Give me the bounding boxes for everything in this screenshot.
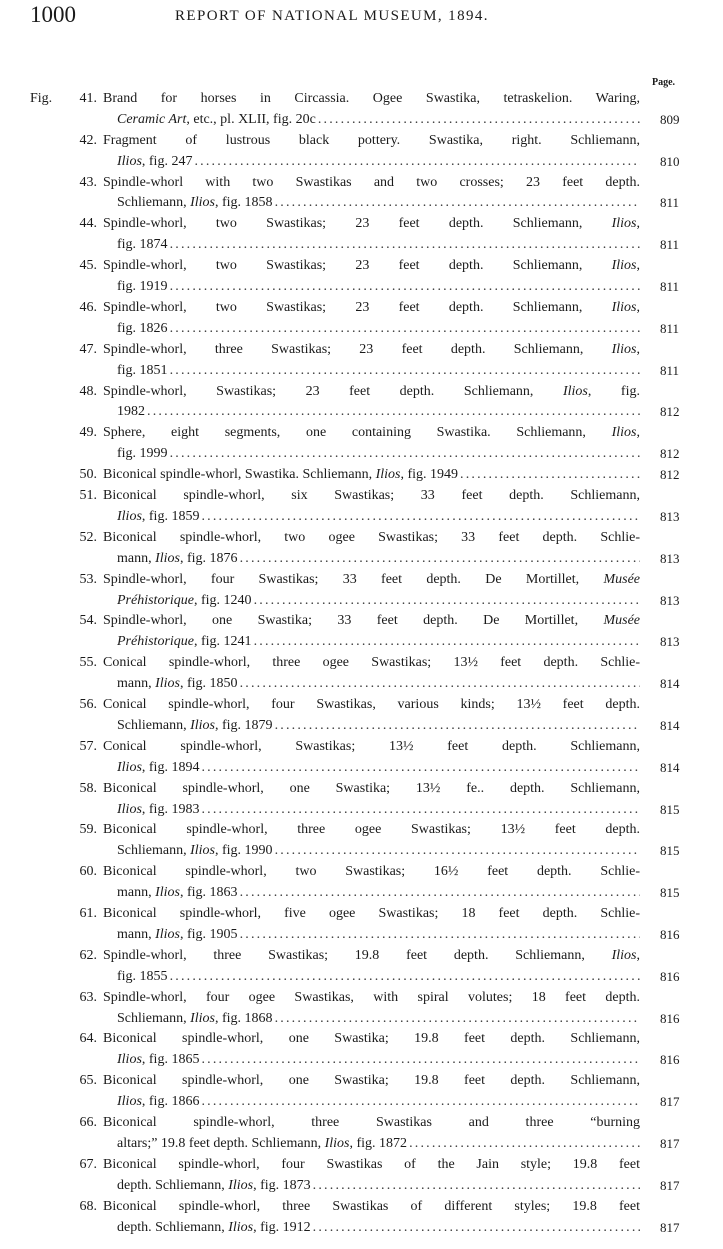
entry-description-line2: fig. 1919 ..... bbox=[117, 277, 640, 298]
dot-leader bbox=[168, 967, 640, 988]
entry-description-line2: Ilios, fig. 1983 ..... bbox=[117, 800, 640, 821]
running-head: REPORT OF NATIONAL MUSEUM, 1894. bbox=[175, 8, 489, 24]
page-reference: 810 bbox=[660, 153, 680, 169]
entry-description-line1: Conical spindle-whorl, Swastikas; 13½ feet depth. Schliemann, bbox=[103, 738, 640, 754]
figure-number: 54. bbox=[79, 613, 97, 629]
figure-entry bbox=[0, 737, 723, 779]
figure-entry bbox=[0, 820, 723, 862]
figure-number: 63. bbox=[79, 989, 97, 1005]
entry-description-line2: fig. 1999 ..... bbox=[117, 444, 640, 465]
entry-description-line1: Biconical spindle-whorl, five ogee Swastikas; 18 feet depth. Schlie- bbox=[103, 906, 640, 922]
figure-number: 66. bbox=[79, 1115, 97, 1131]
dot-leader bbox=[238, 549, 640, 570]
entry-description-line2: Schliemann, Ilios, fig. 1858 ..... bbox=[117, 193, 640, 214]
page-column-heading: Page. bbox=[652, 77, 676, 88]
figure-number: 68. bbox=[79, 1198, 97, 1214]
page-reference: 816 bbox=[660, 926, 680, 942]
entry-description-line1: Biconical spindle-whorl, three Swastikas and three “burning bbox=[103, 1115, 640, 1131]
figure-number: 41. bbox=[79, 91, 97, 106]
page-reference: 809 bbox=[660, 111, 680, 127]
dot-leader bbox=[168, 444, 640, 465]
entry-description-line1: Spindle-whorl, four Swastikas; 33 feet depth. De Mortillet, Musée bbox=[103, 571, 640, 587]
page-reference: 817 bbox=[660, 1135, 680, 1151]
page-reference: 811 bbox=[660, 195, 680, 211]
figure-number: 43. bbox=[79, 174, 97, 190]
page-reference: 811 bbox=[660, 279, 680, 295]
figure-number: 67. bbox=[79, 1156, 97, 1172]
entry-description-line1: Biconical spindle-whorl, one Swastika; 19.8 feet depth. Schliemann, bbox=[103, 1073, 640, 1089]
entry-description-line1: Biconical spindle-whorl, one Swastika; 13½ fe.. depth. Schliemann, bbox=[103, 780, 640, 796]
page-reference: 817 bbox=[660, 1177, 680, 1193]
entry-description-line1: Brand for horses in Circassia. Ogee Swastika, tetraskelion. Waring, bbox=[103, 91, 640, 106]
dot-leader bbox=[168, 277, 640, 298]
dot-leader bbox=[145, 402, 640, 423]
dot-leader bbox=[238, 674, 640, 695]
figure-number: 62. bbox=[79, 947, 97, 963]
entry-description-line2: fig. 1826 ..... bbox=[117, 319, 640, 340]
figure-number: 59. bbox=[79, 822, 97, 838]
page-reference: 817 bbox=[660, 1094, 680, 1110]
dot-leader bbox=[311, 1218, 640, 1239]
dot-leader bbox=[199, 507, 640, 528]
dot-leader bbox=[273, 841, 640, 862]
dot-leader bbox=[252, 591, 640, 612]
figure-number: 53. bbox=[79, 571, 97, 587]
entry-description-line1: Spindle-whorl, two Swastikas; 23 feet depth. Schliemann, Ilios, bbox=[103, 299, 640, 315]
figure-number: 51. bbox=[79, 488, 97, 504]
entry-description-line1: Biconical spindle-whorl, two ogee Swastikas; 33 feet depth. Schlie- bbox=[103, 529, 640, 545]
figure-entry bbox=[0, 779, 723, 821]
dot-leader bbox=[199, 1092, 640, 1113]
page-reference: 814 bbox=[660, 717, 680, 733]
dot-leader bbox=[168, 319, 640, 340]
figure-entry bbox=[0, 1155, 723, 1197]
page-reference: 813 bbox=[660, 634, 680, 650]
page-reference: 816 bbox=[660, 1010, 680, 1026]
figure-number: 65. bbox=[79, 1073, 97, 1089]
page-reference: 812 bbox=[660, 446, 680, 462]
dot-leader bbox=[199, 1050, 640, 1071]
figure-entry bbox=[0, 1071, 723, 1113]
entry-description-line1: Spindle-whorl, two Swastikas; 23 feet depth. Schliemann, Ilios, bbox=[103, 216, 640, 232]
entry-description-line1: Spindle-whorl, three Swastikas; 23 feet depth. Schliemann, Ilios, bbox=[103, 341, 640, 357]
page-reference: 814 bbox=[660, 759, 680, 775]
dot-leader bbox=[311, 1176, 640, 1197]
figure-entry bbox=[0, 465, 723, 486]
entry-description-line1: Biconical spindle-whorl, Swastika. Schliemann, Ilios, fig. 1949 ..... bbox=[103, 465, 640, 486]
figure-entry bbox=[0, 570, 723, 612]
figure-entry bbox=[0, 173, 723, 215]
entry-description-line1: Biconical spindle-whorl, four Swastikas of the Jain style; 19.8 feet bbox=[103, 1156, 640, 1172]
figure-entry bbox=[0, 1113, 723, 1155]
figure-entry bbox=[0, 988, 723, 1030]
entry-description-line2: altars;” 19.8 feet depth. Schliemann, Ilios, fig. 1872 ..... bbox=[117, 1134, 640, 1155]
figure-number: 44. bbox=[79, 216, 97, 232]
figure-entry bbox=[0, 486, 723, 528]
entry-description-line2: fig. 1851 ..... bbox=[117, 361, 640, 382]
figure-entry bbox=[0, 946, 723, 988]
dot-leader bbox=[168, 361, 640, 382]
entry-description-line2: 1982 ..... bbox=[117, 402, 640, 423]
dot-leader bbox=[407, 1134, 640, 1155]
entry-description-line1: Spindle-whorl, Swastikas; 23 feet depth. Schliemann, Ilios, fig. bbox=[103, 383, 640, 399]
entry-description-line2: fig. 1855 ..... bbox=[117, 967, 640, 988]
page-reference: 815 bbox=[660, 801, 680, 817]
figure-number: 60. bbox=[79, 864, 97, 880]
page-reference: 811 bbox=[660, 237, 680, 253]
page-reference: 812 bbox=[660, 404, 680, 420]
figure-entry bbox=[0, 862, 723, 904]
dot-leader bbox=[316, 110, 640, 131]
dot-leader bbox=[273, 193, 640, 214]
figure-entry bbox=[0, 653, 723, 695]
entry-description-line2: Schliemann, Ilios, fig. 1990 ..... bbox=[117, 841, 640, 862]
figure-number: 46. bbox=[79, 299, 97, 315]
entry-description-line1: Conical spindle-whorl, four Swastikas, various kinds; 13½ feet depth. bbox=[103, 697, 640, 713]
entry-description-line1: Biconical spindle-whorl, six Swastikas; 33 feet depth. Schliemann, bbox=[103, 488, 640, 504]
entry-description-line1: Biconical spindle-whorl, one Swastika; 19.8 feet depth. Schliemann, bbox=[103, 1031, 640, 1047]
entry-description-line1: Sphere, eight segments, one containing Swastika. Schliemann, Ilios, bbox=[103, 425, 640, 441]
entry-description-line2: depth. Schliemann, Ilios, fig. 1873 ..... bbox=[117, 1176, 640, 1197]
entry-description-line2: Ceramic Art, etc., pl. XLII, fig. 20c ..... bbox=[117, 110, 640, 131]
entry-description-line2: Schliemann, Ilios, fig. 1879 ..... bbox=[117, 716, 640, 737]
dot-leader bbox=[252, 632, 640, 653]
dot-leader bbox=[273, 1009, 640, 1030]
page-reference: 815 bbox=[660, 885, 680, 901]
entry-description-line2: Ilios, fig. 1859 ..... bbox=[117, 507, 640, 528]
dot-leader bbox=[192, 152, 640, 173]
entry-description-line2: fig. 1874 ..... bbox=[117, 235, 640, 256]
entry-description-line2: Schliemann, Ilios, fig. 1868 ..... bbox=[117, 1009, 640, 1030]
figure-number: 47. bbox=[79, 341, 97, 357]
figure-number: 48. bbox=[79, 383, 97, 399]
entry-description-line2: Ilios, fig. 1865 ..... bbox=[117, 1050, 640, 1071]
entry-description-line1: Biconical spindle-whorl, two Swastikas; 16½ feet depth. Schlie- bbox=[103, 864, 640, 880]
entry-description-line1: Spindle-whorl, three Swastikas; 19.8 feet depth. Schliemann, Ilios, bbox=[103, 947, 640, 963]
figure-number: 49. bbox=[79, 425, 97, 441]
page-reference: 813 bbox=[660, 508, 680, 524]
entry-description-line1: Biconical spindle-whorl, three ogee Swastikas; 13½ feet depth. bbox=[103, 822, 640, 838]
figure-number: 57. bbox=[79, 738, 97, 754]
entry-description-line2: mann, Ilios, fig. 1876 ..... bbox=[117, 549, 640, 570]
dot-leader bbox=[458, 465, 640, 486]
entry-description-line1: Conical spindle-whorl, three ogee Swastikas; 13½ feet depth. Schlie- bbox=[103, 655, 640, 671]
entry-description-line2: depth. Schliemann, Ilios, fig. 1912 ..... bbox=[117, 1218, 640, 1239]
page-reference: 817 bbox=[660, 1219, 680, 1235]
dot-leader bbox=[238, 883, 640, 904]
dot-leader bbox=[199, 758, 640, 779]
figure-entry bbox=[0, 1029, 723, 1071]
dot-leader bbox=[238, 925, 640, 946]
figure-number: 55. bbox=[79, 655, 97, 671]
entry-description-line1: Fragment of lustrous black pottery. Swastika, right. Schliemann, bbox=[103, 132, 640, 148]
entry-description-line1: Biconical spindle-whorl, three Swastikas of different styles; 19.8 feet bbox=[103, 1198, 640, 1214]
entry-description-line2: Préhistorique, fig. 1241 ..... bbox=[117, 632, 640, 653]
figure-entry bbox=[0, 528, 723, 570]
figure-entry bbox=[0, 256, 723, 298]
page-reference: 813 bbox=[660, 592, 680, 608]
figure-number: 42. bbox=[79, 132, 97, 148]
figure-number: 58. bbox=[79, 780, 97, 796]
page-reference: 811 bbox=[660, 320, 680, 336]
page-reference: 815 bbox=[660, 843, 680, 859]
dot-leader bbox=[199, 800, 640, 821]
figure-entry bbox=[0, 1197, 723, 1239]
figure-number: 52. bbox=[79, 529, 97, 545]
entry-description-line2: Ilios, fig. 247 ..... bbox=[117, 152, 640, 173]
figure-entry bbox=[0, 382, 723, 424]
page-reference: 811 bbox=[660, 362, 680, 378]
figure-entry bbox=[0, 695, 723, 737]
figure-entry bbox=[0, 298, 723, 340]
figure-entry bbox=[0, 89, 723, 131]
entry-description-line1: Spindle-whorl, one Swastika; 33 feet depth. De Mortillet, Musée bbox=[103, 613, 640, 629]
page-reference: 814 bbox=[660, 676, 680, 692]
entry-description-line2: mann, Ilios, fig. 1905 ..... bbox=[117, 925, 640, 946]
figure-number: 45. bbox=[79, 258, 97, 274]
entry-description-line1: Spindle-whorl, two Swastikas; 23 feet depth. Schliemann, Ilios, bbox=[103, 258, 640, 274]
figure-entry bbox=[0, 214, 723, 256]
figure-entry bbox=[0, 611, 723, 653]
entry-description-line1: Spindle-whorl with two Swastikas and two crosses; 23 feet depth. bbox=[103, 174, 640, 190]
entry-description-line2: mann, Ilios, fig. 1863 ..... bbox=[117, 883, 640, 904]
figure-list bbox=[0, 89, 723, 1238]
page-reference: 816 bbox=[660, 968, 680, 984]
page-reference: 813 bbox=[660, 550, 680, 566]
figure-entry bbox=[0, 340, 723, 382]
figure-entry bbox=[0, 904, 723, 946]
entry-description-line2: Ilios, fig. 1894 ..... bbox=[117, 758, 640, 779]
fig-label: Fig. bbox=[30, 91, 53, 106]
entry-description-line2: Ilios, fig. 1866 ..... bbox=[117, 1092, 640, 1113]
entry-description-line1: Spindle-whorl, four ogee Swastikas, with spiral volutes; 18 feet depth. bbox=[103, 989, 640, 1005]
page-reference: 816 bbox=[660, 1052, 680, 1068]
dot-leader bbox=[273, 716, 640, 737]
entry-description-line2: mann, Ilios, fig. 1850 ..... bbox=[117, 674, 640, 695]
figure-number: 61. bbox=[79, 906, 97, 922]
figure-entry bbox=[0, 131, 723, 173]
figure-number: 56. bbox=[79, 697, 97, 713]
page-reference: 812 bbox=[660, 467, 680, 483]
figure-entry bbox=[0, 423, 723, 465]
entry-description-line2: Préhistorique, fig. 1240 ..... bbox=[117, 591, 640, 612]
figure-number: 64. bbox=[79, 1031, 97, 1047]
dot-leader bbox=[168, 235, 640, 256]
page-number: 1000 bbox=[30, 2, 76, 27]
figure-number: 50. bbox=[79, 467, 97, 483]
